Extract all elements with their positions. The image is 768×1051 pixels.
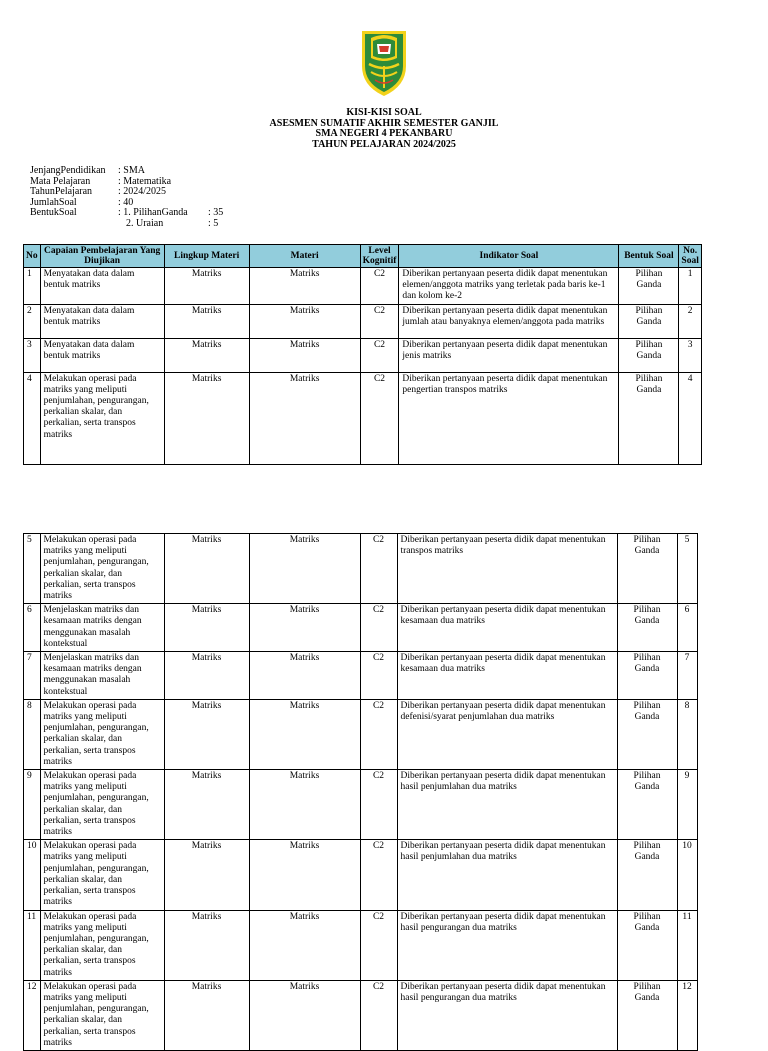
cell-lingkup: Matriks — [164, 534, 249, 604]
cell-nosoal: 1 — [679, 268, 701, 305]
cell-lingkup: Matriks — [164, 840, 249, 910]
meta-row-tahun — [30, 187, 248, 198]
cell-nosoal: 7 — [677, 652, 697, 700]
cell-bentuk: Pilihan Ganda — [617, 840, 677, 910]
cell-indikator: Diberikan pertanyaan peserta didik dapat menentukan hasil penjumlahan dua matriks — [397, 770, 617, 840]
cell-lingkup: Matriks — [164, 338, 249, 372]
cell-indikator: Diberikan pertanyaan peserta didik dapat menentukan pengertian transpos matriks — [399, 372, 619, 464]
cell-materi: Matriks — [249, 268, 360, 305]
cell-materi: Matriks — [249, 604, 360, 652]
cell-bentuk: Pilihan Ganda — [619, 304, 679, 338]
cell-capaian: Menjelaskan matriks dan kesamaan matriks dengan menggunakan masalah kontekstual — [40, 652, 164, 700]
cell-nosoal: 8 — [677, 699, 697, 769]
table-row — [24, 604, 698, 652]
table-row — [24, 304, 702, 338]
cell-level: C2 — [360, 372, 399, 464]
doc-title: KISI-KISI SOAL — [346, 107, 422, 118]
table-row — [24, 770, 698, 840]
cell-materi: Matriks — [249, 304, 360, 338]
kisi-table-page-2 — [23, 533, 698, 1051]
meta-count: : 5 — [208, 217, 219, 229]
cell-bentuk: Pilihan Ganda — [617, 534, 677, 604]
cell-level: C2 — [360, 980, 397, 1050]
table-row — [24, 534, 698, 604]
cell-materi: Matriks — [249, 980, 360, 1050]
cell-lingkup: Matriks — [164, 699, 249, 769]
meta-info — [30, 166, 248, 229]
cell-materi: Matriks — [249, 840, 360, 910]
cell-indikator: Diberikan pertanyaan peserta didik dapat menentukan jumlah atau banyaknya elemen/anggota pada matriks — [399, 304, 619, 338]
cell-no: 5 — [24, 534, 41, 604]
cell-level: C2 — [360, 338, 399, 372]
cell-capaian: Melakukan operasi pada matriks yang meliputi penjumlahan, pengurangan, perkalian skalar, dan perkalian, serta transpos matriks — [40, 980, 164, 1050]
cell-bentuk: Pilihan Ganda — [617, 980, 677, 1050]
cell-indikator: Diberikan pertanyaan peserta didik dapat menentukan kesamaan dua matriks — [397, 604, 617, 652]
table-row — [24, 652, 698, 700]
table-row — [24, 980, 698, 1050]
cell-no: 2 — [24, 304, 41, 338]
doc-subtitle: ASESMEN SUMATIF AKHIR SEMESTER GANJIL — [269, 117, 499, 129]
cell-lingkup: Matriks — [164, 268, 249, 305]
header-lingkup: Lingkup Materi — [164, 245, 249, 268]
cell-nosoal: 10 — [677, 840, 697, 910]
cell-level: C2 — [360, 652, 397, 700]
cell-materi: Matriks — [249, 338, 360, 372]
kisi-table-page-1 — [23, 244, 702, 465]
cell-no: 9 — [24, 770, 41, 840]
meta-spacer — [30, 219, 118, 230]
table-row — [24, 268, 702, 305]
meta-value: : 2024/2025 — [118, 186, 167, 197]
header-capaian: Capaian Pembelajaran Yang Diujikan — [40, 245, 164, 268]
cell-nosoal: 9 — [677, 770, 697, 840]
table-row — [24, 699, 698, 769]
cell-indikator: Diberikan pertanyaan peserta didik dapat menentukan transpos matriks — [397, 534, 617, 604]
header-bentuk: Bentuk Soal — [619, 245, 679, 268]
cell-no: 8 — [24, 699, 41, 769]
riau-emblem-logo — [359, 28, 409, 98]
meta-count: : 35 — [208, 207, 224, 218]
cell-capaian: Melakukan operasi pada matriks yang meliputi penjumlahan, pengurangan, perkalian skalar, dan perkalian, serta transpos matriks — [40, 770, 164, 840]
cell-capaian: Melakukan operasi pada matriks yang meliputi penjumlahan, pengurangan, perkalian skalar, dan perkalian, serta transpos matriks — [40, 910, 164, 980]
table-row — [24, 910, 698, 980]
cell-no: 11 — [24, 910, 41, 980]
cell-no: 3 — [24, 338, 41, 372]
cell-level: C2 — [360, 910, 397, 980]
header-no: No — [24, 245, 41, 268]
cell-capaian: Melakukan operasi pada matriks yang meliputi penjumlahan, pengurangan, perkalian skalar, dan perkalian, serta transpos matriks — [40, 699, 164, 769]
meta-row-bentuk — [30, 208, 248, 219]
cell-materi: Matriks — [249, 770, 360, 840]
cell-nosoal: 6 — [677, 604, 697, 652]
cell-level: C2 — [360, 699, 397, 769]
cell-no: 1 — [24, 268, 41, 305]
cell-no: 10 — [24, 840, 41, 910]
cell-lingkup: Matriks — [164, 980, 249, 1050]
meta-value: : 40 — [118, 196, 134, 208]
meta-label: Mata Pelajaran — [30, 175, 91, 187]
cell-no: 4 — [24, 372, 41, 464]
cell-bentuk: Pilihan Ganda — [617, 770, 677, 840]
cell-materi: Matriks — [249, 372, 360, 464]
meta-label: JumlahSoal — [30, 196, 77, 208]
cell-bentuk: Pilihan Ganda — [617, 652, 677, 700]
school-name: SMA NEGERI 4 PEKANBARU — [315, 128, 453, 139]
cell-capaian: Melakukan operasi pada matriks yang meliputi penjumlahan, pengurangan, perkalian skalar, dan perkalian, serta transpos matriks — [40, 534, 164, 604]
cell-nosoal: 12 — [677, 980, 697, 1050]
meta-value: : 1. PilihanGanda — [118, 207, 188, 218]
cell-capaian: Menyatakan data dalam bentuk matriks — [40, 304, 164, 338]
header-materi: Materi — [249, 245, 360, 268]
cell-lingkup: Matriks — [164, 770, 249, 840]
cell-bentuk: Pilihan Ganda — [617, 699, 677, 769]
cell-bentuk: Pilihan Ganda — [619, 338, 679, 372]
cell-indikator: Diberikan pertanyaan peserta didik dapat menentukan kesamaan dua matriks — [397, 652, 617, 700]
cell-lingkup: Matriks — [164, 910, 249, 980]
cell-lingkup: Matriks — [164, 652, 249, 700]
cell-nosoal: 5 — [677, 534, 697, 604]
meta-row-bentuk-2 — [30, 219, 248, 230]
cell-bentuk: Pilihan Ganda — [617, 604, 677, 652]
cell-level: C2 — [360, 534, 397, 604]
cell-indikator: Diberikan pertanyaan peserta didik dapat menentukan jenis matriks — [399, 338, 619, 372]
meta-value: : Matematika — [118, 175, 172, 187]
cell-bentuk: Pilihan Ganda — [619, 268, 679, 305]
cell-lingkup: Matriks — [164, 604, 249, 652]
meta-value: 2. Uraian — [126, 217, 164, 229]
cell-materi: Matriks — [249, 699, 360, 769]
cell-lingkup: Matriks — [164, 372, 249, 464]
cell-level: C2 — [360, 268, 399, 305]
cell-materi: Matriks — [249, 652, 360, 700]
meta-label: TahunPelajaran — [30, 186, 93, 197]
cell-nosoal: 11 — [677, 910, 697, 980]
cell-level: C2 — [360, 840, 397, 910]
cell-capaian: Menjelaskan matriks dan kesamaan matriks dengan menggunakan masalah kontekstual — [40, 604, 164, 652]
cell-indikator: Diberikan pertanyaan peserta didik dapat menentukan hasil pengurangan dua matriks — [397, 980, 617, 1050]
cell-bentuk: Pilihan Ganda — [619, 372, 679, 464]
meta-row-jenjang — [30, 166, 248, 177]
cell-indikator: Diberikan pertanyaan peserta didik dapat menentukan hasil pengurangan dua matriks — [397, 910, 617, 980]
meta-label: BentukSoal — [30, 207, 77, 218]
cell-level: C2 — [360, 604, 397, 652]
cell-nosoal: 3 — [679, 338, 701, 372]
meta-label: JenjangPendidikan — [30, 165, 106, 176]
cell-capaian: Melakukan operasi pada matriks yang meliputi penjumlahan, pengurangan, perkalian skalar, dan perkalian, serta transpos matriks — [40, 840, 164, 910]
table-header-row — [24, 245, 702, 268]
cell-level: C2 — [360, 304, 399, 338]
cell-lingkup: Matriks — [164, 304, 249, 338]
cell-indikator: Diberikan pertanyaan peserta didik dapat menentukan defenisi/syarat penjumlahan dua matriks — [397, 699, 617, 769]
cell-capaian: Menyatakan data dalam bentuk matriks — [40, 268, 164, 305]
document-title-block — [0, 108, 768, 150]
cell-materi: Matriks — [249, 534, 360, 604]
header-nosoal: No. Soal — [679, 245, 701, 268]
header-indikator: Indikator Soal — [399, 245, 619, 268]
cell-nosoal: 4 — [679, 372, 701, 464]
cell-capaian: Melakukan operasi pada matriks yang meliputi penjumlahan, pengurangan, perkalian skalar, dan perkalian, serta transpos matriks — [40, 372, 164, 464]
cell-no: 7 — [24, 652, 41, 700]
cell-level: C2 — [360, 770, 397, 840]
cell-nosoal: 2 — [679, 304, 701, 338]
meta-value: : SMA — [118, 165, 145, 176]
academic-year: TAHUN PELAJARAN 2024/2025 — [312, 138, 456, 150]
table-row — [24, 840, 698, 910]
cell-no: 12 — [24, 980, 41, 1050]
cell-indikator: Diberikan pertanyaan peserta didik dapat menentukan hasil penjumlahan dua matriks — [397, 840, 617, 910]
cell-bentuk: Pilihan Ganda — [617, 910, 677, 980]
cell-materi: Matriks — [249, 910, 360, 980]
cell-indikator: Diberikan pertanyaan peserta didik dapat menentukan elemen/anggota matriks yang terletak pada baris ke-1 dan kolom ke-2 — [399, 268, 619, 305]
cell-capaian: Menyatakan data dalam bentuk matriks — [40, 338, 164, 372]
table-row — [24, 338, 702, 372]
table-row — [24, 372, 702, 464]
cell-no: 6 — [24, 604, 41, 652]
header-level: Level Kognitif — [360, 245, 399, 268]
